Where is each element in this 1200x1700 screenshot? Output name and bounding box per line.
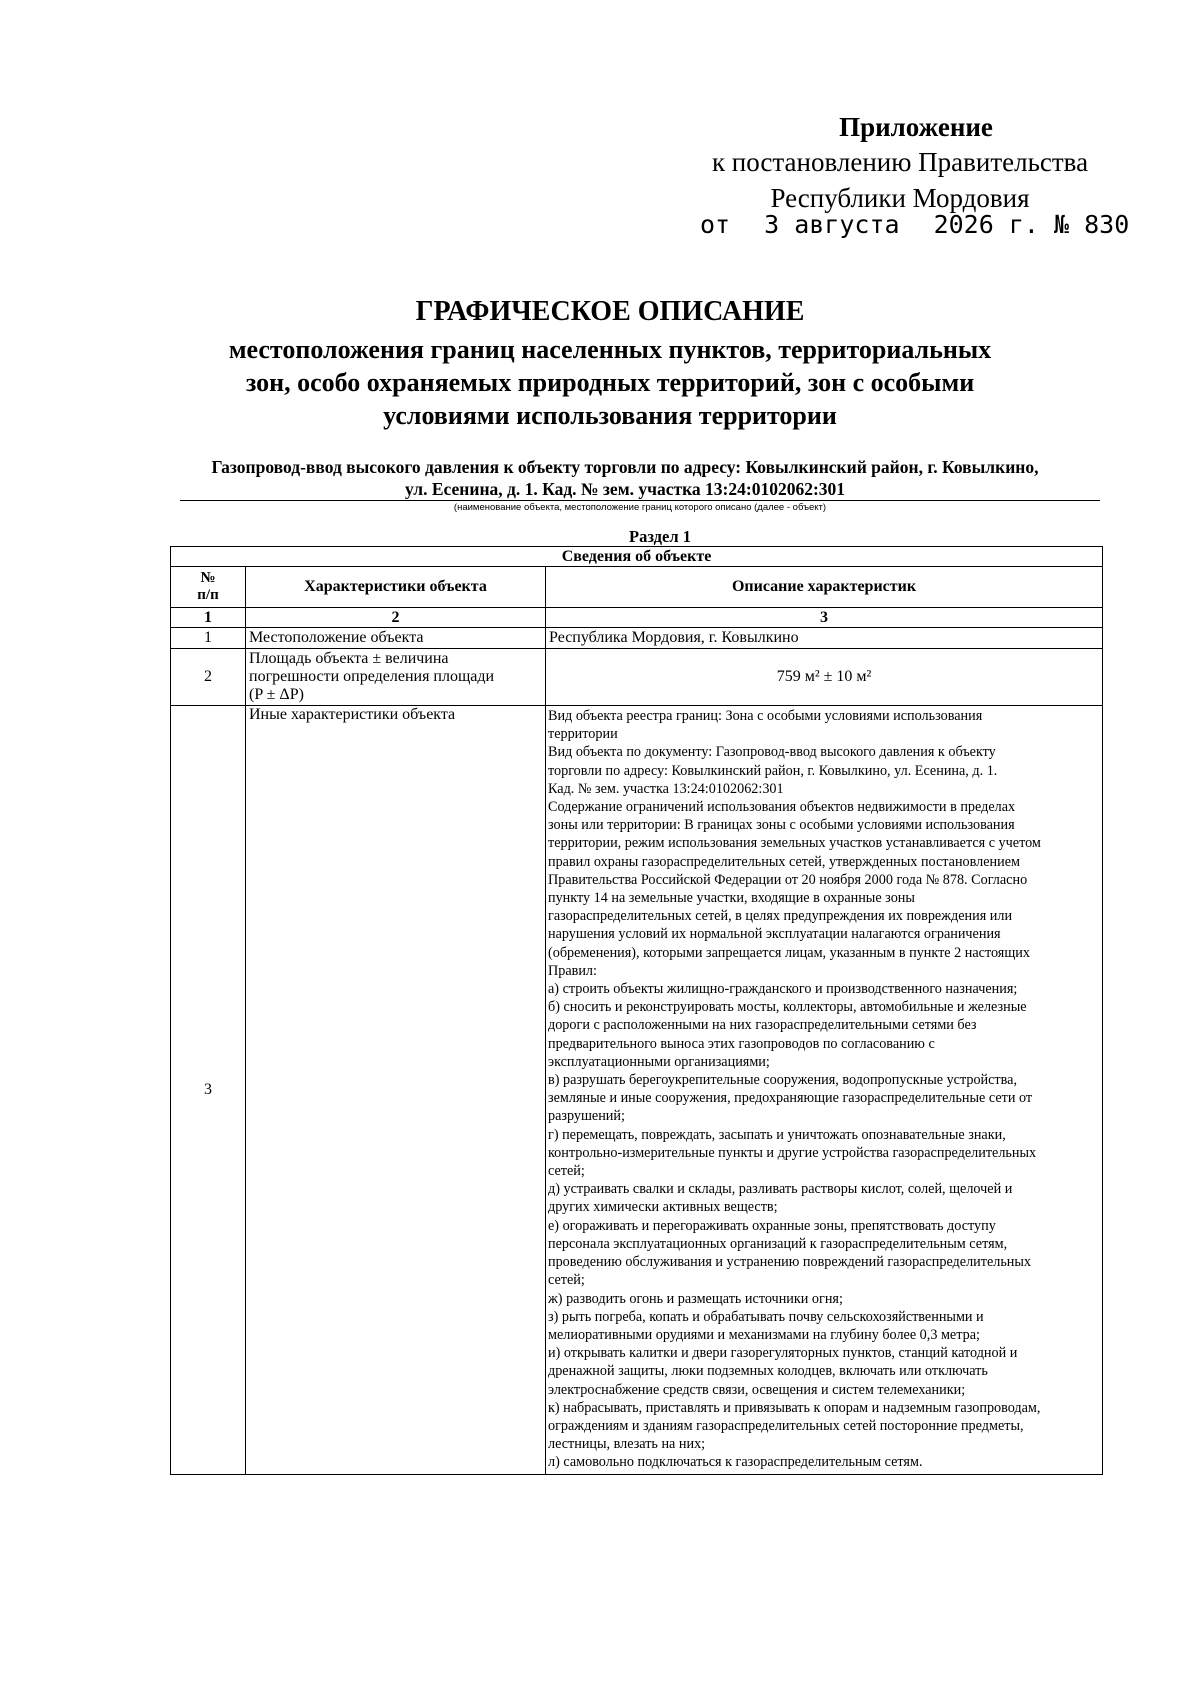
row-characteristic-line: Площадь объекта ± величина <box>249 650 449 667</box>
description-line: Правил: <box>548 962 597 979</box>
description-line: Кад. № зем. участка 13:24:0102062:301 <box>548 780 784 797</box>
table-caption-row <box>171 547 1103 567</box>
description-line: предварительного выноса этих газопроводов по согласованию с <box>548 1035 935 1052</box>
description-line: мелиоративными орудиями и механизмами на глубину более 0,3 метра; <box>548 1326 980 1343</box>
description-line: Содержание ограничений использования объектов недвижимости в пределах <box>548 799 1016 816</box>
description-line: территории <box>548 726 618 743</box>
subtitle-line-3: условиями использования территории <box>383 401 837 430</box>
object-name <box>175 456 1075 500</box>
column-number-3: 3 <box>546 608 1103 628</box>
description-line: д) устраивать свалки и склады, разливать растворы кислот, солей, щелочей и <box>548 1181 1013 1198</box>
description-line: ж) разводить огонь и размещать источники огня; <box>548 1290 843 1307</box>
row-num: 2 <box>171 649 246 706</box>
description-line: Вид объекта по документу: Газопровод-ввод высокого давления к объекту <box>548 744 996 761</box>
description-line: ограждениям и зданиям газораспределительных сетей посторонние предметы, <box>548 1417 1024 1434</box>
description-line: проведению обслуживания и устранению повреждений газораспределительных <box>548 1254 1032 1271</box>
section-label: Раздел 1 <box>629 527 691 546</box>
description-line: а) строить объекты жилищно-гражданского и производственного назначения; <box>548 981 1018 998</box>
annex-date-from: от <box>700 210 731 239</box>
row-characteristic: Местоположение объекта <box>246 628 546 649</box>
row-characteristic-line: (P ± ΔP) <box>249 686 304 703</box>
description-line: контрольно-измерительные пункты и другие устройства газораспределительных <box>548 1144 1037 1161</box>
object-name-underline <box>180 500 1100 501</box>
subtitle-line-1: местоположения границ населенных пунктов, территориальных <box>228 335 992 364</box>
description-line: Вид объекта реестра границ: Зона с особыми условиями использования <box>548 708 983 724</box>
annex-date <box>700 207 1129 243</box>
row-description: 759 м² ± 10 м² <box>546 649 1103 706</box>
annex-date-year: 2026 г. № 830 <box>933 210 1130 239</box>
document-title: ГРАФИЧЕСКОЕ ОПИСАНИЕ <box>415 296 805 327</box>
annex-date-day: 3 августа <box>764 210 900 239</box>
description-line: зоны или территории: В границах зоны с особыми условиями использования <box>548 817 1015 834</box>
description-line: г) перемещать, повреждать, засыпать и уничтожать опознавательные знаки, <box>548 1126 1006 1143</box>
subtitle-line-2: зон, особо охраняемых природных территорий, зон с особыми <box>245 368 975 397</box>
description-line: сетей; <box>548 1272 585 1289</box>
description-line: территории, режим использования земельных участков устанавливается с учетом <box>548 835 1041 852</box>
description-line: дороги с расположенными на них газораспределительными сетями без <box>548 1017 977 1034</box>
description-line: Правительства Российской Федерации от 20 ноября 2000 года № 878. Согласно <box>548 871 1028 888</box>
header-num <box>171 567 246 608</box>
annex-title: Приложение <box>839 112 993 142</box>
description-line: нарушения условий их нормальной эксплуатации налагаются ограничения <box>548 926 1001 943</box>
description-line: электроснабжение средств связи, освещения и систем телемеханики; <box>548 1381 966 1398</box>
annex-line-2: Республики Мордовия <box>770 183 1030 213</box>
table-header-row <box>171 567 1103 608</box>
description-line: персонала эксплуатационных организаций к газораспределительным сетям, <box>548 1235 1008 1252</box>
row-num: 3 <box>171 706 246 1475</box>
description-line: и) открывать калитки и двери газорегуляторных пунктов, станций катодной и <box>548 1345 1018 1362</box>
description-line: лестницы, влезать на них; <box>548 1436 706 1453</box>
description-line: правил охраны газораспределительных сетей, утвержденных постановлением <box>548 853 1020 870</box>
description-line: газораспределительных сетей, в целях предупреждения их повреждения или <box>548 908 1013 925</box>
column-number-row <box>171 608 1103 628</box>
annex-block <box>690 110 1110 216</box>
description-line: в) разрушать берегоукрепительные сооружения, водопропускные устройства, <box>548 1072 1017 1089</box>
description-line: разрушений; <box>548 1108 625 1125</box>
description-line: пункту 14 на земельные участки, входящие в охранные зоны <box>548 890 915 907</box>
row-characteristic-line: погрешности определения площади <box>249 668 495 685</box>
description-line: (обременения), которыми запрещается лицам, указанным в пункте 2 настоящих <box>548 944 1030 961</box>
header-num-line-2: п/п <box>197 587 219 603</box>
column-number-1: 1 <box>171 608 246 628</box>
object-info-table <box>170 546 1103 1475</box>
annex-line-1: к постановлению Правительства <box>711 147 1089 177</box>
table-row <box>171 706 1103 1475</box>
header-characteristic: Характеристики объекта <box>246 567 546 608</box>
column-number-2: 2 <box>246 608 546 628</box>
row-description: Республика Мордовия, г. Ковылкино <box>546 628 1103 649</box>
description-line: л) самовольно подключаться к газораспределительным сетям. <box>548 1454 923 1471</box>
description-line: земляные и иные сооружения, предохраняющие газораспределительные сети от <box>548 1090 1033 1107</box>
description-line: торговли по адресу: Ковылкинский район, г. Ковылкино, ул. Есенина, д. 1. <box>548 762 998 779</box>
row-characteristic: Иные характеристики объекта <box>246 706 546 1475</box>
document-subtitle <box>180 333 1040 432</box>
description-line: дренажной защиты, люки подземных колодцев, включать или отключать <box>548 1363 988 1380</box>
object-name-caption: (наименование объекта, местоположение границ которого описано (далее - объект) <box>453 502 827 513</box>
description-line: е) огораживать и перегораживать охранные зоны, препятствовать доступу <box>548 1217 996 1234</box>
description-line: сетей; <box>548 1163 585 1180</box>
header-num-line-1: № <box>200 570 216 586</box>
description-line: эксплуатационными организациями; <box>548 1053 770 1070</box>
description-line: к) набрасывать, приставлять и привязывать к опорам и надземным газопроводам, <box>548 1399 1041 1416</box>
row-characteristic <box>246 649 546 706</box>
object-name-line-1: Газопровод-ввод высокого давления к объекту торговли по адресу: Ковылкинский район, г. Ковылкино, <box>211 457 1039 477</box>
table-row <box>171 649 1103 706</box>
object-name-line-2: ул. Есенина, д. 1. Кад. № зем. участка 13:24:0102062:301 <box>404 479 846 499</box>
description-line: з) рыть погреба, копать и обрабатывать почву сельскохозяйственными и <box>548 1308 984 1325</box>
row-num: 1 <box>171 628 246 649</box>
description-line: б) сносить и реконструировать мосты, коллекторы, автомобильные и железные <box>548 999 1027 1016</box>
header-description: Описание характеристик <box>546 567 1103 608</box>
row-description <box>546 706 1103 1475</box>
table-row <box>171 628 1103 649</box>
table-caption: Сведения об объекте <box>171 547 1103 567</box>
description-line: других химически активных веществ; <box>548 1199 778 1216</box>
